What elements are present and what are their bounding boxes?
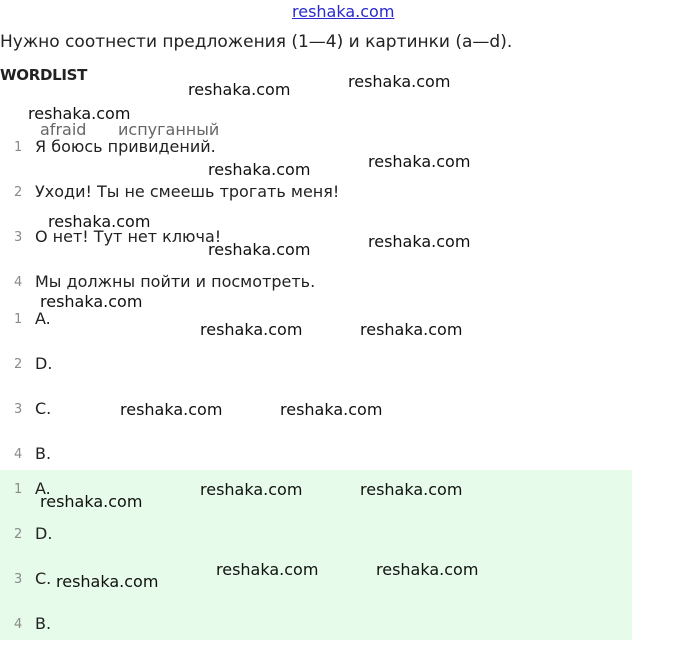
item-number: 4: [14, 447, 23, 462]
item-number: 3: [14, 402, 23, 417]
item-number: 1: [14, 140, 23, 155]
sentence-row: [0, 128, 632, 173]
watermark: reshaka.com: [40, 492, 143, 511]
item-number: 4: [14, 275, 23, 290]
watermark: reshaka.com: [368, 232, 471, 251]
wordlist-translation: испуганный: [118, 120, 220, 139]
watermark: reshaka.com: [360, 320, 463, 339]
item-number: 2: [14, 527, 23, 542]
answer-letter: B.: [35, 614, 52, 633]
answer-row: [0, 345, 632, 390]
watermark: reshaka.com: [120, 400, 223, 419]
watermark: reshaka.com: [368, 152, 471, 171]
watermark: reshaka.com: [48, 212, 151, 231]
watermark: reshaka.com: [40, 292, 143, 311]
watermark: reshaka.com: [188, 80, 291, 99]
answer-letter: A.: [35, 479, 51, 498]
watermark: reshaka.com: [200, 320, 303, 339]
item-number: 3: [14, 572, 23, 587]
wordlist-word: afraid: [40, 120, 87, 139]
item-number: 4: [14, 617, 23, 632]
watermark: reshaka.com: [200, 480, 303, 499]
item-number: 3: [14, 230, 23, 245]
item-number: 1: [14, 482, 23, 497]
item-number: 2: [14, 185, 23, 200]
answer-letter: C.: [35, 399, 52, 418]
answer-letter: A.: [35, 309, 51, 328]
answer-row-highlighted: [0, 515, 632, 560]
site-link[interactable]: reshaka.com: [292, 2, 395, 21]
answer-row-highlighted: [0, 605, 632, 650]
answer-letter: D.: [35, 524, 53, 543]
watermark: reshaka.com: [280, 400, 383, 419]
watermark: reshaka.com: [216, 560, 319, 579]
watermark: reshaka.com: [360, 480, 463, 499]
watermark: reshaka.com: [56, 572, 159, 591]
watermark: reshaka.com: [208, 240, 311, 259]
sentence-text: Уходи! Ты не смеешь трогать меня!: [35, 182, 340, 201]
watermark: reshaka.com: [208, 160, 311, 179]
task-instruction: Нужно соотнести предложения (1—4) и картинки (a—d).: [0, 32, 513, 52]
wordlist-heading: WORDLIST: [0, 66, 88, 84]
item-number: 2: [14, 357, 23, 372]
watermark: reshaka.com: [28, 104, 131, 123]
sentence-text: Мы должны пойти и посмотреть.: [35, 272, 316, 291]
answer-letter: D.: [35, 354, 53, 373]
watermark: reshaka.com: [348, 72, 451, 91]
item-number: 1: [14, 312, 23, 327]
sentence-text: Я боюсь привидений.: [35, 137, 216, 156]
watermark: reshaka.com: [376, 560, 479, 579]
answer-letter: C.: [35, 569, 52, 588]
sentence-text: О нет! Тут нет ключа!: [35, 227, 222, 246]
answer-letter: B.: [35, 444, 52, 463]
